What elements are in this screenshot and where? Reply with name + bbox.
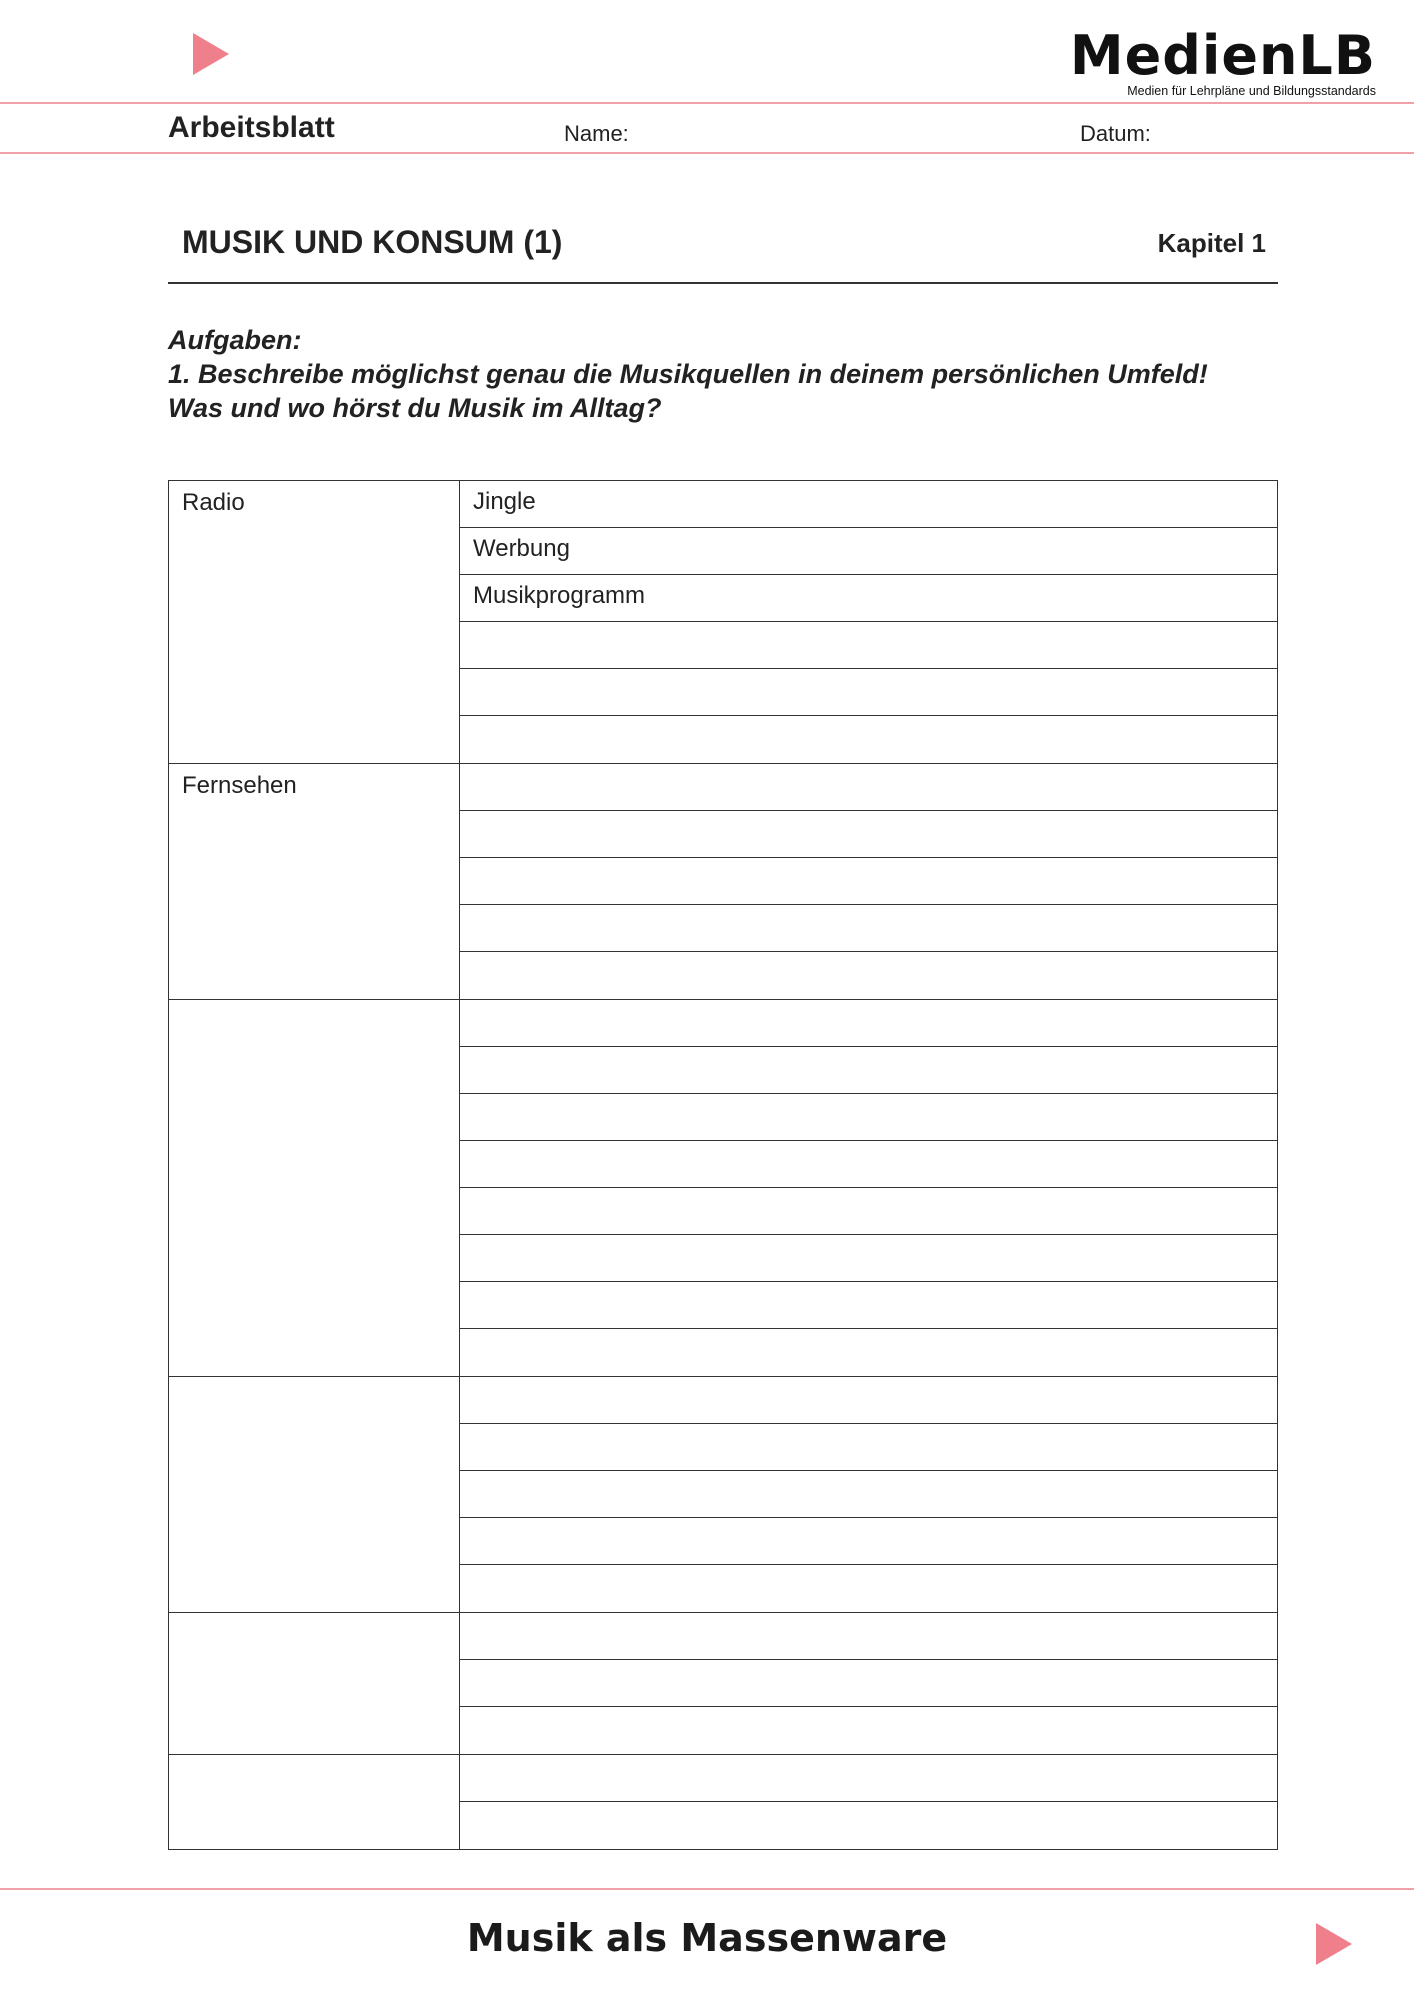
task-heading: Aufgaben: — [168, 325, 302, 355]
category-cell[interactable] — [169, 1000, 460, 1377]
category-cell[interactable] — [169, 1755, 460, 1849]
entry-row[interactable] — [460, 1047, 1277, 1094]
logo-subtitle: Medien für Lehrpläne und Bildungsstandards — [1127, 84, 1376, 98]
task-line-1: 1. Beschreibe möglichst genau die Musikquellen in deinem persönlichen Umfeld! — [168, 359, 1208, 389]
entry-row[interactable]: Musikprogramm — [460, 575, 1277, 622]
music-sources-table — [168, 480, 1278, 1850]
entry-row[interactable] — [460, 1707, 1277, 1754]
footer-rule — [0, 1888, 1414, 1890]
entry-row[interactable] — [460, 1755, 1277, 1802]
logo — [1069, 24, 1376, 98]
footer-title: Musik als Massenware — [466, 1916, 948, 1960]
name-label: Name: — [564, 121, 629, 146]
category-cell[interactable] — [169, 1377, 460, 1613]
entry-row[interactable] — [460, 858, 1277, 905]
entry-lines — [460, 1613, 1277, 1755]
entry-lines — [460, 1000, 1277, 1377]
entry-row[interactable]: Werbung — [460, 528, 1277, 575]
entry-row[interactable] — [460, 1329, 1277, 1376]
entry-row[interactable] — [460, 669, 1277, 716]
entry-row[interactable] — [460, 1282, 1277, 1329]
category-cell[interactable]: Radio — [169, 481, 460, 764]
entry-row[interactable] — [460, 952, 1277, 999]
entry-row[interactable] — [460, 905, 1277, 952]
page-title: MUSIK UND KONSUM (1) — [182, 224, 563, 260]
entry-row[interactable] — [460, 1235, 1277, 1282]
entry-row[interactable]: Jingle — [460, 481, 1277, 528]
entry-row[interactable] — [460, 1565, 1277, 1612]
entry-row[interactable] — [460, 1660, 1277, 1707]
entry-lines — [460, 1377, 1277, 1613]
play-triangle-icon — [1316, 1923, 1352, 1965]
category-cell[interactable] — [169, 1613, 460, 1755]
entry-row[interactable] — [460, 1424, 1277, 1471]
header-top-rule — [0, 102, 1414, 104]
task-block — [168, 323, 1288, 425]
play-triangle-icon — [193, 33, 229, 75]
doc-type-label: Arbeitsblatt — [168, 111, 335, 144]
entry-row[interactable] — [460, 716, 1277, 763]
entry-lines — [460, 1755, 1277, 1849]
logo-title: MedienLB — [1069, 24, 1376, 87]
header-bottom-rule — [0, 152, 1414, 154]
entry-row[interactable] — [460, 1471, 1277, 1518]
entry-row[interactable] — [460, 1802, 1277, 1849]
date-label: Datum: — [1080, 121, 1151, 146]
task-line-2: Was und wo hörst du Musik im Alltag? — [168, 393, 662, 423]
entry-row[interactable] — [460, 1613, 1277, 1660]
entry-lines — [460, 764, 1277, 1000]
entry-lines — [460, 481, 1277, 764]
entry-row[interactable] — [460, 1377, 1277, 1424]
entry-row[interactable] — [460, 811, 1277, 858]
entry-row[interactable] — [460, 1518, 1277, 1565]
entry-row[interactable] — [460, 1094, 1277, 1141]
category-cell[interactable]: Fernsehen — [169, 764, 460, 1000]
entry-row[interactable] — [460, 1188, 1277, 1235]
chapter-label: Kapitel 1 — [1157, 228, 1266, 258]
title-divider — [168, 282, 1278, 284]
entry-row[interactable] — [460, 622, 1277, 669]
entry-row[interactable] — [460, 764, 1277, 811]
entry-row[interactable] — [460, 1141, 1277, 1188]
entry-row[interactable] — [460, 1000, 1277, 1047]
